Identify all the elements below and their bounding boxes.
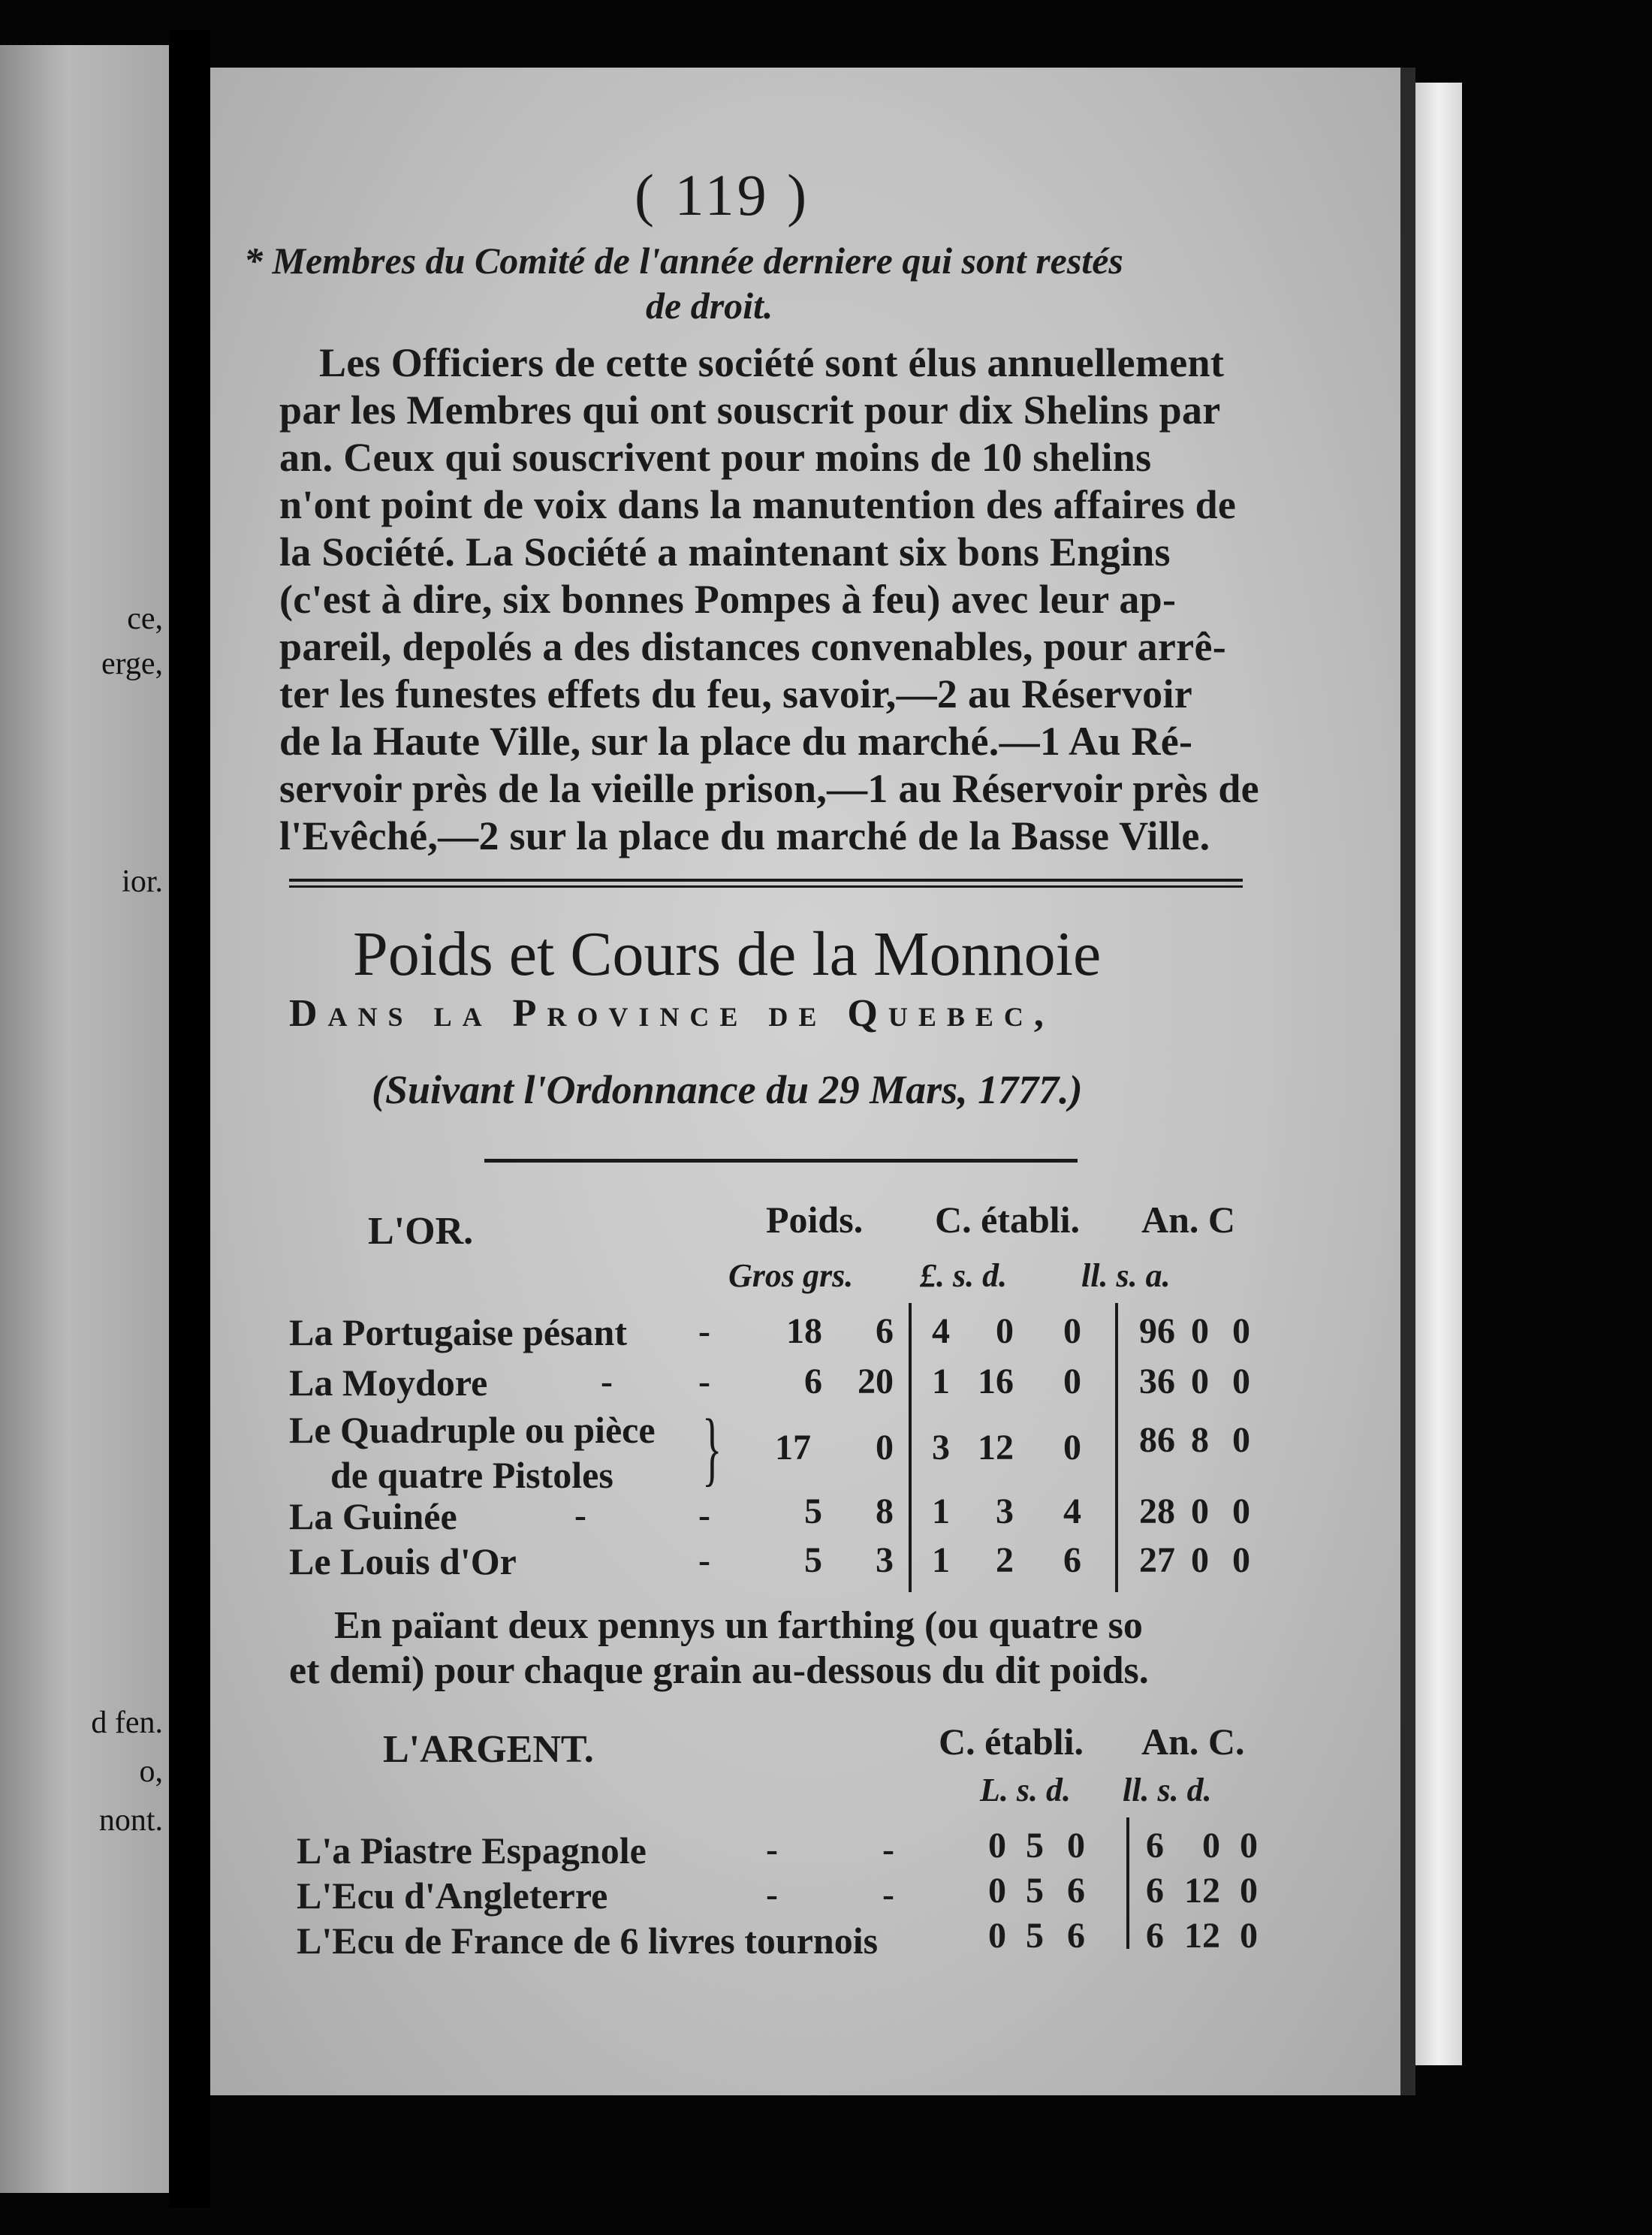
gold-established-pence: 0 — [1063, 1311, 1081, 1351]
leader-dash: - — [698, 1311, 710, 1351]
paragraph-line: an. Ceux qui souscrivent pour moins de 10 shelins — [279, 435, 1152, 480]
column-divider — [1126, 1817, 1129, 1949]
gold-old-livres: 96 — [1139, 1311, 1175, 1351]
gold-unit-old: ll. s. a. — [1081, 1257, 1171, 1294]
gold-note-line: En païant deux pennys un farthing (ou quatre so — [334, 1604, 1143, 1647]
gold-weight-grains: 6 — [876, 1311, 894, 1351]
left-page-fragment: ior. — [122, 864, 163, 899]
left-neighbour-page — [0, 45, 169, 2193]
gold-established-pence: 0 — [1063, 1428, 1081, 1467]
gold-established-pence: 6 — [1063, 1540, 1081, 1580]
gold-old-livres: 27 — [1139, 1540, 1175, 1580]
gold-old-deniers: 0 — [1232, 1492, 1250, 1531]
gold-unit-weight: Gros grs. — [728, 1257, 854, 1294]
gold-row-label: La Moydore — [289, 1362, 488, 1404]
paragraph-line: l'Evêché,—2 sur la place du marché de la Basse Ville. — [279, 813, 1210, 858]
gold-old-deniers: 0 — [1232, 1420, 1250, 1460]
gold-old-livres: 86 — [1139, 1420, 1175, 1460]
gold-old-sous: 0 — [1191, 1311, 1209, 1351]
paragraph-line: n'ont point de voix dans la manutention des affaires de — [279, 482, 1237, 527]
gold-header-old: An. C — [1141, 1199, 1236, 1241]
paragraph-line: ter les funestes effets du feu, savoir,—2 au Réservoir — [279, 671, 1193, 716]
gold-established-shillings: 2 — [996, 1540, 1014, 1580]
silver-row-label: L'a Piastre Espagnole — [297, 1829, 647, 1872]
column-divider — [909, 1303, 912, 1592]
silver-old-livres: 6 — [1146, 1916, 1164, 1956]
silver-established-shillings: 5 — [1026, 1916, 1044, 1956]
silver-row-label: L'Ecu de France de 6 livres tournois — [297, 1920, 879, 1962]
leader-dash: - — [698, 1540, 710, 1580]
section-subheading: Dans la Province de Quebec, — [289, 992, 1054, 1035]
gold-weight-grains: 20 — [858, 1362, 894, 1401]
silver-established-shillings: 5 — [1026, 1826, 1044, 1866]
silver-row-label: L'Ecu d'Angleterre — [297, 1875, 608, 1917]
gold-row-label: Le Louis d'Or — [289, 1540, 517, 1582]
silver-title: L'ARGENT. — [383, 1728, 594, 1771]
paragraph-line: pareil, depolés a des distances convenables, pour arrê- — [279, 624, 1227, 669]
leader-dash: - — [574, 1495, 586, 1535]
gold-weight-gros: 5 — [804, 1540, 822, 1580]
left-page-fragment: erge, — [101, 647, 163, 681]
column-divider — [1115, 1303, 1118, 1592]
paragraph-line: de la Haute Ville, sur la place du marché.—1 Au Ré- — [279, 719, 1193, 764]
brace-symbol: } — [702, 1402, 722, 1494]
single-rule — [484, 1159, 1078, 1163]
silver-header-old: An. C. — [1141, 1721, 1245, 1763]
gold-weight-gros: 17 — [775, 1428, 811, 1467]
leader-dash: - — [698, 1495, 710, 1535]
silver-old-deniers: 0 — [1240, 1826, 1258, 1866]
gold-old-livres: 36 — [1139, 1362, 1175, 1401]
gold-row-label: La Portugaise pésant — [289, 1311, 627, 1353]
gold-unit-established: £. s. d. — [920, 1257, 1008, 1294]
double-rule — [289, 879, 1243, 888]
gold-established-pounds: 1 — [932, 1540, 950, 1580]
silver-old-deniers: 0 — [1240, 1871, 1258, 1911]
leader-dash: - — [882, 1875, 894, 1914]
paragraph-line: servoir près de la vieille prison,—1 au Réservoir près de — [279, 766, 1259, 811]
left-page-fragment: ce, — [127, 602, 163, 636]
page-number: ( 119 ) — [635, 162, 810, 228]
gold-weight-gros: 18 — [786, 1311, 822, 1351]
gold-note-line: et demi) pour chaque grain au-dessous du dit poids. — [289, 1649, 1149, 1692]
next-leaves-edge — [1415, 83, 1462, 2065]
gold-weight-grains: 0 — [876, 1428, 894, 1467]
silver-header-established: C. établi. — [939, 1721, 1084, 1763]
gold-established-shillings: 12 — [978, 1428, 1014, 1467]
gold-established-pence: 4 — [1063, 1492, 1081, 1531]
page-gutter — [169, 30, 210, 2208]
silver-established-pounds: 0 — [988, 1871, 1006, 1911]
ordinance-line: (Suivant l'Ordonnance du 29 Mars, 1777.) — [372, 1067, 1083, 1112]
page-edge — [1400, 68, 1415, 2095]
gold-established-shillings: 3 — [996, 1492, 1014, 1531]
paragraph-line: par les Membres qui ont souscrit pour dix Shelins par — [279, 388, 1221, 433]
gold-old-livres: 28 — [1139, 1492, 1175, 1531]
silver-unit-established: L. s. d. — [980, 1772, 1071, 1808]
paragraph-line: (c'est à dire, six bonnes Pompes à feu) avec leur ap- — [279, 577, 1177, 622]
silver-established-pence: 0 — [1067, 1826, 1085, 1866]
leader-dash: - — [766, 1829, 778, 1869]
silver-established-shillings: 5 — [1026, 1871, 1044, 1911]
silver-old-sous: 12 — [1184, 1871, 1220, 1911]
gold-weight-grains: 8 — [876, 1492, 894, 1531]
silver-established-pence: 6 — [1067, 1916, 1085, 1956]
gold-old-sous: 0 — [1191, 1362, 1209, 1401]
footnote-line: de droit. — [646, 285, 773, 327]
left-page-fragment: nont. — [98, 1803, 163, 1838]
silver-old-livres: 6 — [1146, 1871, 1164, 1911]
silver-established-pounds: 0 — [988, 1826, 1006, 1866]
gold-weight-grains: 3 — [876, 1540, 894, 1580]
gold-header-established: C. établi. — [935, 1199, 1081, 1241]
gold-weight-gros: 6 — [804, 1362, 822, 1401]
leader-dash: - — [882, 1829, 894, 1869]
gold-established-pounds: 3 — [932, 1428, 950, 1467]
gold-old-sous: 8 — [1191, 1420, 1209, 1460]
leader-dash: - — [766, 1875, 778, 1914]
gold-established-shillings: 0 — [996, 1311, 1014, 1351]
footnote-line: * Membres du Comité de l'année derniere qui sont restés — [244, 240, 1123, 282]
silver-old-deniers: 0 — [1240, 1916, 1258, 1956]
gold-row-label: Le Quadruple ou pièce — [289, 1409, 656, 1451]
gold-row-label: La Guinée — [289, 1495, 457, 1537]
gold-old-deniers: 0 — [1232, 1540, 1250, 1580]
silver-unit-old: ll. s. d. — [1123, 1772, 1212, 1808]
left-page-fragment: o, — [139, 1754, 163, 1789]
leader-dash: - — [601, 1362, 613, 1401]
gold-established-pounds: 1 — [932, 1362, 950, 1401]
silver-established-pounds: 0 — [988, 1916, 1006, 1956]
silver-old-sous: 12 — [1184, 1916, 1220, 1956]
gold-old-deniers: 0 — [1232, 1362, 1250, 1401]
gold-established-shillings: 16 — [978, 1362, 1014, 1401]
gold-old-deniers: 0 — [1232, 1311, 1250, 1351]
gold-weight-gros: 5 — [804, 1492, 822, 1531]
gold-header-weight: Poids. — [766, 1199, 864, 1241]
gold-established-pounds: 4 — [932, 1311, 950, 1351]
silver-established-pence: 6 — [1067, 1871, 1085, 1911]
silver-old-sous: 0 — [1202, 1826, 1220, 1866]
paragraph-line: Les Officiers de cette société sont élus annuellement — [319, 340, 1225, 385]
gold-row-label-continued: de quatre Pistoles — [330, 1454, 613, 1496]
leader-dash: - — [698, 1362, 710, 1401]
silver-old-livres: 6 — [1146, 1826, 1164, 1866]
gold-old-sous: 0 — [1191, 1540, 1209, 1580]
left-page-fragment: d fen. — [91, 1706, 163, 1740]
gold-established-pence: 0 — [1063, 1362, 1081, 1401]
gold-old-sous: 0 — [1191, 1492, 1209, 1531]
paragraph-line: la Société. La Société a maintenant six bons Engins — [279, 529, 1171, 575]
gold-title: L'OR. — [368, 1210, 474, 1253]
gold-established-pounds: 1 — [932, 1492, 950, 1531]
section-heading: Poids et Cours de la Monnoie — [353, 919, 1102, 989]
